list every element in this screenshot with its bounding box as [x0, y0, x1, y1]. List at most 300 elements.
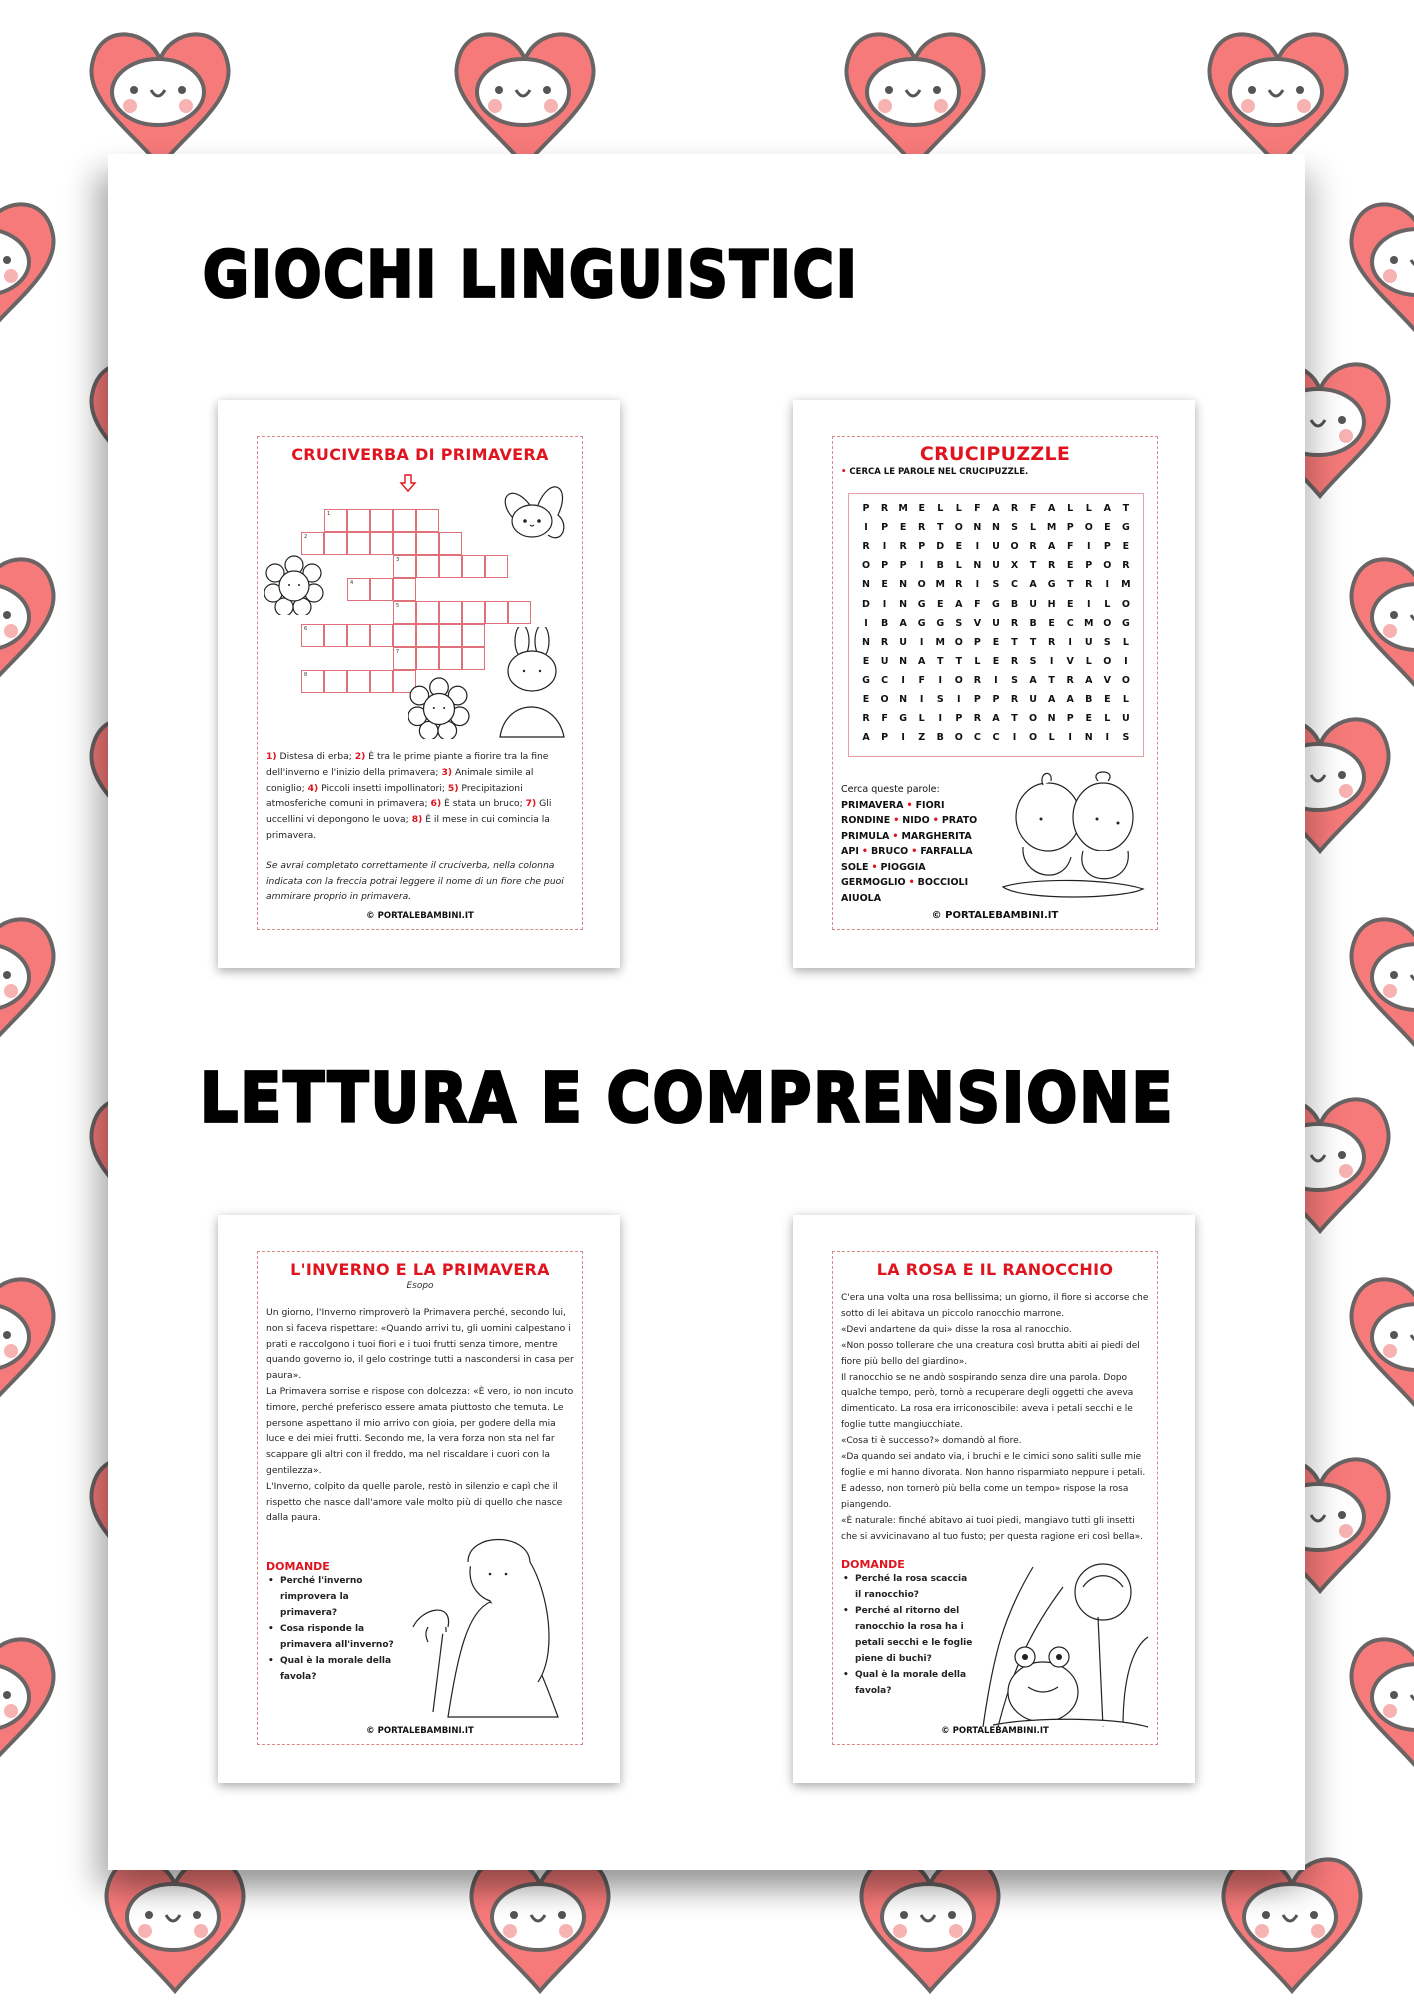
wordsearch-letter[interactable]: U	[992, 541, 1000, 553]
wordsearch-letter[interactable]: L	[955, 503, 962, 515]
wordsearch-letter[interactable]: A	[1103, 503, 1111, 515]
story-paragraph: «Da quando sei andato via, i bruchi e le cimici sono saliti sulle mie foglie e mi hanno divorata. Non hanno risparmiato neppure i petali. E adesso, non tornerò più bella come un tempo» rispose la rosa piangendo.	[841, 1452, 1146, 1510]
wordsearch-letter[interactable]: G	[862, 674, 870, 686]
wordsearch-letter[interactable]: R	[973, 713, 982, 725]
wordsearch-letter[interactable]: P	[1103, 541, 1111, 553]
crossword-cell[interactable]	[370, 578, 393, 601]
wordsearch-word: AIUOLA	[841, 892, 882, 904]
wordsearch-letter[interactable]: T	[955, 655, 963, 667]
wordsearch-letter[interactable]: R	[1029, 541, 1037, 553]
wordsearch-letter[interactable]: M	[1084, 617, 1094, 629]
crossword-cell[interactable]	[301, 532, 324, 555]
wordsearch-row	[849, 614, 1143, 633]
wordsearch-letter[interactable]: N	[899, 655, 908, 667]
heart-face-icon	[1198, 20, 1358, 170]
wordsearch-letter[interactable]: S	[1011, 522, 1018, 534]
wordsearch-letter[interactable]: C	[992, 732, 1000, 744]
story2-title: LA ROSA E IL RANOCCHIO	[876, 1260, 1114, 1279]
wordsearch-letter[interactable]: N	[1084, 732, 1093, 744]
wordsearch-letter[interactable]: V	[973, 617, 982, 629]
wordsearch-letter[interactable]: A	[1047, 693, 1056, 705]
wordsearch-letter[interactable]: N	[991, 522, 1000, 534]
wordsearch-letter[interactable]: L	[1122, 693, 1129, 705]
wordsearch-word: FARFALLA	[920, 846, 973, 857]
wordsearch-row	[849, 537, 1143, 556]
wordsearch-letter[interactable]: B	[1085, 693, 1093, 705]
wordsearch-letter[interactable]: U	[880, 655, 889, 667]
wordsearch-letter[interactable]: O	[1121, 598, 1130, 610]
wordsearch-letter[interactable]: T	[1048, 674, 1055, 686]
wordsearch-letter[interactable]: E	[992, 655, 1000, 667]
wordsearch-letter[interactable]: N	[899, 693, 908, 705]
wordsearch-words-label: Cerca queste parole:	[841, 784, 940, 795]
wordsearch-letter[interactable]: T	[937, 655, 944, 667]
wordsearch-letter[interactable]: A	[862, 732, 870, 744]
worksheet-card-story-inverno-primavera[interactable]	[218, 1215, 620, 1783]
wordsearch-letter[interactable]: G	[1047, 579, 1056, 591]
wordsearch-letter[interactable]: I	[882, 541, 887, 553]
crossword-number: 4	[350, 580, 354, 586]
wordsearch-letter[interactable]: I	[1086, 541, 1091, 553]
wordsearch-row	[849, 499, 1143, 518]
wordsearch-letter[interactable]: N	[862, 636, 870, 648]
wordsearch-letter[interactable]: R	[880, 636, 889, 648]
wordsearch-letter[interactable]: O	[954, 522, 963, 534]
wordsearch-letter[interactable]: P	[881, 560, 889, 572]
wordsearch-letter[interactable]: L	[974, 655, 981, 667]
wordsearch-letter[interactable]: O	[917, 579, 926, 591]
worksheet-card-story-rosa-ranocchio[interactable]	[793, 1215, 1195, 1783]
story-paragraph: «Devi andartene da qui» disse la rosa al ranocchio.	[841, 1324, 1072, 1335]
wordsearch-letter[interactable]: O	[1121, 674, 1130, 686]
wordsearch-letter[interactable]: E	[1048, 617, 1055, 629]
wordsearch-letter[interactable]: E	[992, 636, 1000, 648]
crossword-cell[interactable]	[324, 532, 347, 555]
wordsearch-letter[interactable]: I	[1068, 732, 1072, 744]
wordsearch-letter[interactable]: I	[919, 636, 924, 648]
wordsearch-letter[interactable]: R	[1122, 560, 1130, 572]
crossword-cell[interactable]	[393, 624, 416, 647]
wordsearch-letter[interactable]: O	[954, 732, 963, 744]
wordsearch-letter[interactable]: S	[992, 579, 1000, 591]
wordsearch-letter[interactable]: L	[1122, 636, 1129, 648]
wordsearch-letter[interactable]: T	[1066, 579, 1074, 591]
wordsearch-letter[interactable]: E	[1122, 541, 1130, 553]
wordsearch-letter[interactable]: M	[1046, 522, 1057, 534]
crossword-number: 1	[327, 511, 331, 517]
wordsearch-letter[interactable]: O	[1010, 541, 1019, 553]
wordsearch-letter[interactable]: M	[935, 636, 945, 648]
wordsearch-letter[interactable]: T	[937, 522, 944, 534]
heart-face-icon	[0, 1625, 65, 1775]
wordsearch-letter[interactable]: T	[1122, 503, 1130, 515]
wordsearch-letter[interactable]: G	[899, 713, 908, 725]
wordsearch-letter[interactable]: C	[973, 732, 981, 744]
question-item: • Cosa risponde la primavera all'inverno?	[266, 1621, 400, 1653]
crossword-cell[interactable]	[462, 601, 485, 624]
wordsearch-letter[interactable]: N	[899, 579, 908, 591]
crossword-cell[interactable]	[393, 601, 416, 624]
wordsearch-letter[interactable]: C	[881, 674, 889, 686]
story-paragraph: C'era una volta una rosa bellissima; un giorno, il fiore si accorse che sotto di lei abitava un piccolo ranocchio marrone.	[841, 1293, 1149, 1319]
wordsearch-letter[interactable]: L	[955, 560, 962, 572]
rose-frog-illustration	[973, 1557, 1153, 1732]
wordsearch-letter[interactable]: R	[1047, 636, 1056, 648]
wordsearch-letter[interactable]: R	[1010, 503, 1019, 515]
wordsearch-letter[interactable]: A	[992, 713, 1000, 725]
wordsearch-letter[interactable]: O	[880, 693, 889, 705]
wordsearch-letter[interactable]: S	[1122, 732, 1130, 744]
crossword-cell[interactable]	[416, 601, 439, 624]
wordsearch-letter[interactable]: I	[919, 693, 924, 705]
wordsearch-letter[interactable]: S	[955, 617, 963, 629]
wordsearch-letter[interactable]: I	[1124, 655, 1128, 667]
clue-number: 4)	[307, 782, 319, 794]
crossword-cell[interactable]	[439, 624, 462, 647]
wordsearch-letter[interactable]: I	[1012, 732, 1017, 744]
crossword-cell[interactable]	[439, 555, 462, 578]
wordsearch-letter[interactable]: D	[936, 541, 945, 553]
wordsearch-letter[interactable]: E	[1104, 522, 1111, 534]
wordsearch-row	[849, 728, 1143, 747]
wordsearch-letter[interactable]: R	[899, 541, 907, 553]
wordsearch-letter[interactable]: H	[1047, 598, 1056, 610]
wordsearch-letter[interactable]: R	[862, 713, 870, 725]
wordsearch-letter[interactable]: P	[1066, 713, 1074, 725]
wordsearch-letter[interactable]: F	[918, 674, 925, 686]
wordsearch-letter[interactable]: I	[1086, 598, 1091, 610]
crossword-cell[interactable]	[439, 532, 462, 555]
crossword-number: 7	[396, 649, 400, 655]
wordsearch-letter[interactable]: R	[1010, 655, 1019, 667]
arrow-down-icon	[398, 473, 418, 493]
wordsearch-letter[interactable]: P	[973, 636, 981, 648]
crossword-cell[interactable]	[347, 578, 370, 601]
separator-dot: •	[906, 799, 913, 811]
wordsearch-row	[849, 556, 1143, 575]
dashed-frame	[257, 436, 583, 930]
story1-title: L'INVERNO E LA PRIMAVERA	[290, 1260, 550, 1279]
wordsearch-letter[interactable]: P	[862, 503, 870, 515]
wordsearch-letter[interactable]: O	[1103, 655, 1112, 667]
wordsearch-letter[interactable]: A	[955, 598, 963, 610]
wordsearch-letter[interactable]: A	[1085, 674, 1093, 686]
wordsearch-letter[interactable]: E	[955, 541, 963, 553]
wordsearch-letter[interactable]: S	[1103, 636, 1111, 648]
wordsearch-letter[interactable]: I	[864, 522, 868, 534]
crossword-clues	[258, 749, 582, 905]
wordsearch-letter[interactable]: I	[1068, 636, 1072, 648]
wordsearch-letter[interactable]: I	[975, 579, 980, 591]
wordsearch-letter[interactable]: I	[901, 732, 905, 744]
wordsearch-letter[interactable]: O	[1084, 522, 1093, 534]
wordsearch-letter[interactable]: U	[992, 617, 1000, 629]
wordsearch-letter[interactable]: R	[1010, 617, 1019, 629]
crossword-cell[interactable]	[439, 647, 462, 670]
clue-text: È il mese in cui comincia la primavera.	[266, 814, 550, 841]
wordsearch-letter[interactable]: E	[937, 598, 944, 610]
wordsearch-letter[interactable]: T	[1029, 560, 1037, 572]
heart-face-icon	[80, 20, 240, 170]
worksheet-card-crossword[interactable]	[218, 400, 620, 968]
wordsearch-letter[interactable]: I	[938, 674, 943, 686]
crossword-cell[interactable]	[393, 532, 416, 555]
crossword-cell[interactable]	[370, 509, 393, 532]
wordsearch-row	[849, 518, 1143, 537]
wordsearch-letter[interactable]: U	[1029, 598, 1037, 610]
wordsearch-letter[interactable]: R	[918, 522, 926, 534]
wordsearch-letter[interactable]: P	[899, 560, 907, 572]
wordsearch-letter[interactable]: M	[1121, 579, 1131, 591]
crossword-cell[interactable]	[393, 578, 416, 601]
wordsearch-letter[interactable]: V	[1066, 655, 1074, 667]
flower-illustration	[408, 677, 470, 739]
wordsearch-row	[849, 652, 1143, 671]
wordsearch-letter[interactable]: I	[864, 617, 868, 629]
wordsearch-letter[interactable]: F	[974, 598, 981, 610]
wordsearch-letter[interactable]: O	[1029, 732, 1038, 744]
wordsearch-letter[interactable]: A	[918, 655, 926, 667]
wordsearch-letter[interactable]: I	[1105, 579, 1110, 591]
crossword-cell[interactable]	[347, 532, 370, 555]
wordsearch-letter[interactable]: L	[1085, 655, 1092, 667]
wordsearch-letter[interactable]: P	[1085, 560, 1093, 572]
crossword-cell[interactable]	[416, 624, 439, 647]
heart-face-icon	[0, 190, 65, 340]
wordsearch-letter[interactable]: S	[936, 693, 944, 705]
wordsearch-letter[interactable]: R	[1010, 693, 1019, 705]
crossword-cell[interactable]	[393, 555, 416, 578]
wordsearch-letter[interactable]: F	[974, 503, 981, 515]
story-paragraph: Un giorno, l'Inverno rimproverò la Primavera perché, secondo lui, non si faceva rispettare: «Quando arrivi tu, gli uomini calpestano i prati e raccolgono i tuoi fiori e i tuoi frutti senza timore, mentre quando governo io, il gelo costringe tutti a nascondersi in casa per paura».	[266, 1307, 574, 1382]
crossword-cell[interactable]	[370, 670, 393, 693]
wordsearch-letter[interactable]: U	[1122, 713, 1130, 725]
crossword-cell[interactable]	[416, 509, 439, 532]
wordsearch-letter[interactable]: D	[862, 598, 870, 610]
wordsearch-letter[interactable]: P	[918, 541, 926, 553]
wordsearch-letter[interactable]: F	[1066, 541, 1074, 553]
separator-dot: •	[861, 846, 868, 857]
wordsearch-letter[interactable]: S	[1029, 655, 1037, 667]
wordsearch-letter[interactable]: N	[862, 579, 870, 591]
wordsearch-letter[interactable]: R	[1047, 560, 1056, 572]
crossword-number: 6	[304, 626, 308, 632]
wordsearch-letter[interactable]: N	[973, 522, 982, 534]
wordsearch-letter[interactable]: L	[1085, 503, 1092, 515]
section-title-lettura-comprensione: LETTURA E COMPRENSIONE	[200, 1058, 1175, 1139]
wordsearch-letter[interactable]: F	[1029, 503, 1037, 515]
wordsearch-letter[interactable]: N	[1047, 713, 1056, 725]
wordsearch-letter[interactable]: L	[918, 713, 925, 725]
wordsearch-letter[interactable]: L	[937, 503, 944, 515]
wordsearch-letter[interactable]: I	[994, 674, 998, 686]
wordsearch-letter[interactable]: B	[936, 732, 944, 744]
crossword-title: CRUCIVERBA DI PRIMAVERA	[291, 445, 549, 464]
crossword-cell[interactable]	[462, 647, 485, 670]
wordsearch-letter[interactable]: A	[1047, 541, 1056, 553]
wordsearch-letter[interactable]: T	[1029, 636, 1037, 648]
crossword-cell[interactable]	[301, 624, 324, 647]
worksheet-card-wordsearch[interactable]	[793, 400, 1195, 968]
wordsearch-letter[interactable]: E	[1104, 693, 1111, 705]
wordsearch-letter[interactable]: U	[992, 560, 1000, 572]
wordsearch-letter[interactable]: L	[1104, 598, 1111, 610]
wordsearch-letter[interactable]: G	[917, 617, 926, 629]
wordsearch-letter[interactable]: M	[935, 579, 945, 591]
wordsearch-letter[interactable]: M	[898, 503, 908, 515]
wordsearch-letter[interactable]: O	[1103, 560, 1112, 572]
section-title-giochi-linguistici: GIOCHI LINGUISTICI	[203, 238, 859, 313]
crossword-number: 8	[304, 672, 308, 678]
clue-text: Distesa di erba;	[276, 751, 355, 762]
wordsearch-letter[interactable]: X	[1010, 560, 1019, 572]
wordsearch-letter[interactable]: I	[919, 560, 924, 572]
crossword-cell[interactable]	[485, 601, 508, 624]
question-item: • Perché la rosa scaccia il ranocchio?	[841, 1571, 975, 1603]
wordsearch-letter[interactable]: P	[955, 713, 963, 725]
wordsearch-letter[interactable]: E	[862, 655, 870, 667]
wordsearch-letter[interactable]: A	[899, 617, 907, 629]
wordsearch-letter[interactable]: I	[901, 674, 905, 686]
wordsearch-letter[interactable]: R	[1066, 674, 1074, 686]
crossword-cell[interactable]	[301, 670, 324, 693]
clue-text: Gli uccellini vi depongono le uova;	[266, 798, 552, 826]
wordsearch-letter[interactable]: G	[917, 598, 926, 610]
wordsearch-letter[interactable]: C	[1066, 617, 1074, 629]
wordsearch-letter[interactable]: L	[1104, 713, 1111, 725]
wordsearch-word: MARGHERITA	[901, 830, 972, 842]
heart-face-icon	[1340, 190, 1414, 340]
wordsearch-word: PRIMAVERA	[841, 799, 904, 811]
wordsearch-letter[interactable]: L	[1030, 522, 1037, 534]
wordsearch-letter[interactable]: A	[992, 503, 1000, 515]
wordsearch-row	[849, 594, 1143, 613]
crossword-cell[interactable]	[393, 647, 416, 670]
wordsearch-word: RONDINE	[841, 815, 891, 826]
story2-questions	[833, 1571, 983, 1699]
wordsearch-letter[interactable]: P	[881, 732, 889, 744]
heart-face-icon	[0, 1265, 65, 1415]
wordsearch-letter[interactable]: E	[1066, 598, 1074, 610]
wordsearch-letter[interactable]: A	[1066, 693, 1074, 705]
wordsearch-letter[interactable]: I	[1049, 655, 1054, 667]
wordsearch-letter[interactable]: T	[1011, 636, 1018, 648]
wordsearch-grid[interactable]	[848, 493, 1144, 757]
wordsearch-letter[interactable]: U	[1029, 693, 1037, 705]
wordsearch-letter[interactable]: E	[862, 693, 870, 705]
wordsearch-letter[interactable]: R	[880, 503, 889, 515]
copyright-footer: © PORTALEBAMBINI.IT	[366, 1726, 474, 1736]
crossword-cell[interactable]	[462, 624, 485, 647]
wordsearch-letter[interactable]: E	[1085, 713, 1092, 725]
wordsearch-letter[interactable]: R	[973, 674, 982, 686]
separator-dot: •	[911, 846, 918, 857]
crossword-cell[interactable]	[439, 601, 462, 624]
crossword-cell[interactable]	[485, 555, 508, 578]
crossword-cell[interactable]	[370, 532, 393, 555]
crossword-cell[interactable]	[416, 555, 439, 578]
wordsearch-letter[interactable]: P	[973, 693, 981, 705]
wordsearch-letter[interactable]: E	[899, 522, 907, 534]
wordsearch-letter[interactable]: B	[880, 617, 889, 629]
wordsearch-letter[interactable]: L	[1048, 732, 1055, 744]
wordsearch-letter[interactable]: F	[881, 713, 888, 725]
wordsearch-letter[interactable]: E	[918, 503, 925, 515]
crossword-cell[interactable]	[370, 624, 393, 647]
separator-dot: •	[932, 815, 939, 826]
clue-number: 2)	[354, 751, 366, 762]
wordsearch-letter[interactable]: L	[1067, 503, 1074, 515]
crossword-cell[interactable]	[324, 624, 347, 647]
wordsearch-letter[interactable]: B	[936, 560, 944, 572]
crossword-cell[interactable]	[347, 624, 370, 647]
wordsearch-letter[interactable]: R	[862, 541, 870, 553]
heart-face-icon	[1340, 905, 1414, 1055]
wordsearch-letter[interactable]: I	[882, 598, 887, 610]
wordsearch-letter[interactable]: P	[992, 693, 1000, 705]
wordsearch-letter[interactable]: U	[899, 636, 907, 648]
crossword-cell[interactable]	[508, 601, 531, 624]
wordsearch-letter[interactable]: R	[955, 579, 963, 591]
wordsearch-letter[interactable]: O	[1029, 713, 1038, 725]
wordsearch-letter[interactable]: A	[1029, 674, 1037, 686]
wordsearch-letter[interactable]: T	[1011, 713, 1018, 725]
wordsearch-letter[interactable]: A	[1047, 503, 1056, 515]
wordsearch-letter[interactable]: V	[1103, 674, 1111, 686]
wordsearch-letter[interactable]: N	[973, 560, 982, 572]
crossword-cell[interactable]	[462, 555, 485, 578]
wordsearch-letter[interactable]: G	[1121, 617, 1130, 629]
crossword-cell[interactable]	[324, 509, 347, 532]
wordsearch-word: API	[841, 846, 859, 857]
wordsearch-letter[interactable]: O	[861, 560, 871, 572]
wordsearch-letter[interactable]: E	[1066, 560, 1074, 572]
wordsearch-letter[interactable]: G	[992, 598, 1000, 610]
crossword-cell[interactable]	[347, 670, 370, 693]
wordsearch-letter[interactable]: I	[975, 541, 980, 553]
wordsearch-letter[interactable]: O	[1103, 617, 1112, 629]
wordsearch-letter[interactable]: E	[881, 579, 888, 591]
wordsearch-letter[interactable]: P	[1066, 522, 1074, 534]
heart-face-icon	[445, 20, 605, 170]
crossword-cell[interactable]	[324, 670, 347, 693]
wordsearch-letter[interactable]: G	[936, 617, 945, 629]
wordsearch-letter[interactable]: C	[1011, 579, 1018, 591]
wordsearch-letter[interactable]: I	[957, 693, 961, 705]
crossword-cell[interactable]	[416, 532, 439, 555]
wordsearch-letter[interactable]: I	[1105, 732, 1110, 744]
wordsearch-letter[interactable]: Z	[918, 732, 926, 744]
crossword-cell[interactable]	[393, 509, 416, 532]
wordsearch-letter[interactable]: O	[954, 636, 963, 648]
wordsearch-letter[interactable]: U	[1084, 636, 1093, 648]
crossword-cell[interactable]	[347, 509, 370, 532]
wordsearch-letter[interactable]: N	[899, 598, 908, 610]
wordsearch-letter[interactable]: R	[1085, 579, 1093, 591]
wordsearch-letter[interactable]: G	[1121, 522, 1130, 534]
wordsearch-letter[interactable]: I	[938, 713, 943, 725]
wordsearch-row	[849, 575, 1143, 594]
wordsearch-letter[interactable]: B	[1029, 617, 1037, 629]
wordsearch-letter[interactable]: P	[881, 522, 889, 534]
wordsearch-letter[interactable]: O	[954, 674, 963, 686]
wordsearch-letter[interactable]: S	[1011, 674, 1018, 686]
flower-illustration	[264, 555, 324, 615]
wordsearch-letter[interactable]: A	[1029, 579, 1037, 591]
crossword-cell[interactable]	[416, 647, 439, 670]
spring-girl-illustration	[408, 1532, 573, 1722]
wordsearch-letter[interactable]: B	[1010, 598, 1019, 610]
